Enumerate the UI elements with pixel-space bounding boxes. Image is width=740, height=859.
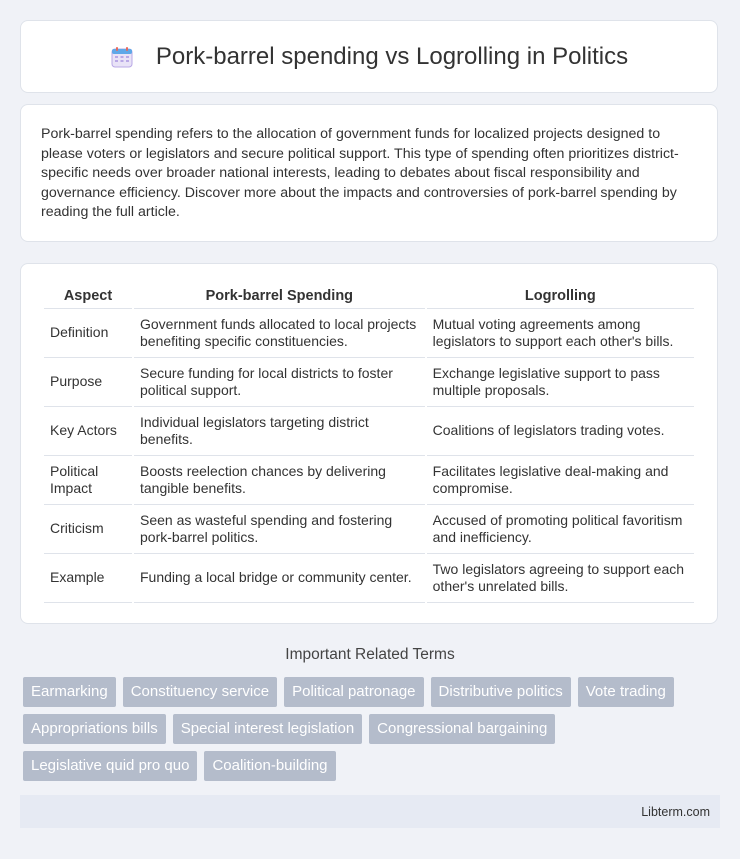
- footer-site-link[interactable]: Libterm.com: [641, 804, 710, 819]
- page-title: Pork-barrel spending vs Logrolling in Politics: [155, 42, 629, 70]
- tag-vote-trading[interactable]: Vote trading: [578, 677, 674, 707]
- tag-distributive-politics[interactable]: Distributive politics: [431, 677, 571, 707]
- table-cell: Funding a local bridge or community center.: [134, 554, 425, 603]
- column-header-logrolling: Logrolling: [427, 284, 694, 309]
- tag-coalition-building[interactable]: Coalition-building: [204, 751, 335, 781]
- table-cell-aspect: Political Impact: [44, 456, 132, 505]
- tag-political-patronage[interactable]: Political patronage: [284, 677, 423, 707]
- table-cell: Two legislators agreeing to support each other's unrelated bills.: [427, 554, 694, 603]
- table-row: [44, 358, 694, 407]
- table-cell: Coalitions of legislators trading votes.: [427, 407, 694, 456]
- title-card: [20, 20, 718, 93]
- table-cell-aspect: Definition: [44, 309, 132, 358]
- table-cell: Boosts reelection chances by delivering tangible benefits.: [134, 456, 425, 505]
- related-terms-heading: Important Related Terms: [285, 646, 455, 663]
- table-cell: Secure funding for local districts to foster political support.: [134, 358, 425, 407]
- column-header-pork-barrel: Pork-barrel Spending: [134, 284, 425, 309]
- tag-constituency-service[interactable]: Constituency service: [123, 677, 277, 707]
- table-cell-aspect: Purpose: [44, 358, 132, 407]
- table-cell: Exchange legislative support to pass multiple proposals.: [427, 358, 694, 407]
- table-row: [44, 505, 694, 554]
- table-cell: Seen as wasteful spending and fostering pork-barrel politics.: [134, 505, 425, 554]
- tag-earmarking[interactable]: Earmarking: [23, 677, 116, 707]
- footer: [20, 795, 720, 828]
- table-cell: Individual legislators targeting district benefits.: [134, 407, 425, 456]
- table-row: [44, 456, 694, 505]
- table-cell: Government funds allocated to local projects benefiting specific constituencies.: [134, 309, 425, 358]
- tag-appropriations-bills[interactable]: Appropriations bills: [23, 714, 166, 744]
- table-cell-aspect: Example: [44, 554, 132, 603]
- column-header-aspect: Aspect: [44, 284, 132, 309]
- tag-congressional-bargaining[interactable]: Congressional bargaining: [369, 714, 555, 744]
- table-cell: Mutual voting agreements among legislators to support each other's bills.: [427, 309, 694, 358]
- table-header-row: [44, 284, 694, 309]
- comparison-table: [42, 284, 696, 603]
- intro-card: [20, 104, 718, 242]
- table-cell: Facilitates legislative deal-making and compromise.: [427, 456, 694, 505]
- table-row: [44, 407, 694, 456]
- related-terms-list: [23, 677, 723, 788]
- intro-text: Pork-barrel spending refers to the allocation of government funds for localized projects designed to please voters or legislators and secure political support. This type of spending often prioritizes district-specific needs over broader national interests, leading to debates about fiscal responsibility and governance efficiency. Discover more about the impacts and controversies of pork-barrel spending by reading the full article.: [41, 126, 679, 221]
- table-cell-aspect: Key Actors: [44, 407, 132, 456]
- table-row: [44, 554, 694, 603]
- calendar-icon: [110, 45, 134, 69]
- tag-legislative-quid-pro-quo[interactable]: Legislative quid pro quo: [23, 751, 197, 781]
- tag-special-interest-legislation[interactable]: Special interest legislation: [173, 714, 362, 744]
- table-row: [44, 309, 694, 358]
- comparison-table-card: [20, 263, 718, 624]
- table-cell-aspect: Criticism: [44, 505, 132, 554]
- table-cell: Accused of promoting political favoritism and inefficiency.: [427, 505, 694, 554]
